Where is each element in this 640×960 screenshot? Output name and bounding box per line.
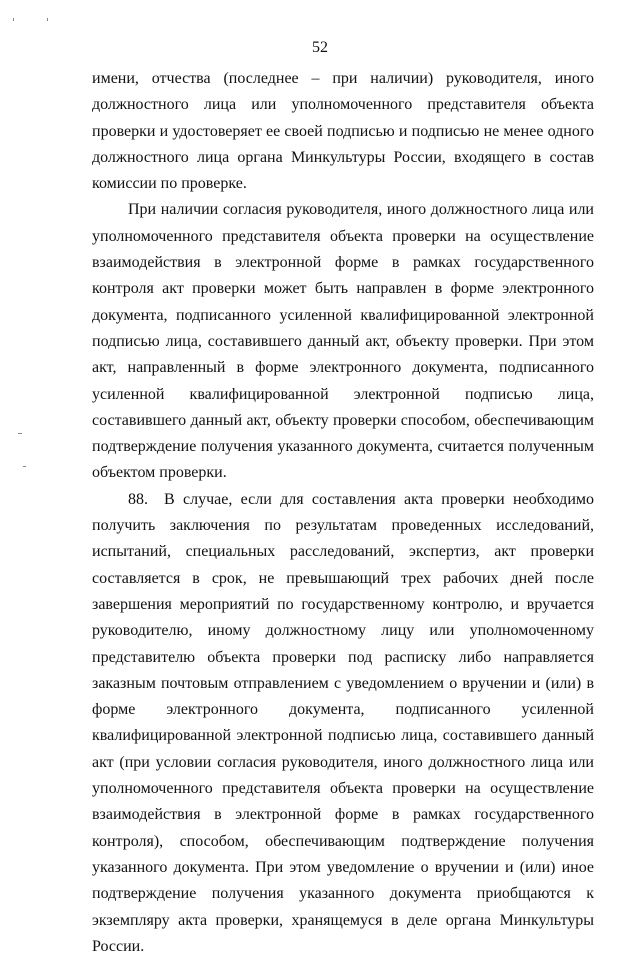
paragraph-item-88	[92, 487, 594, 960]
paragraph-text: имени, отчества (последнее – при наличии) руководителя, иного должностного лица или уполномоченного представителя объекта проверки и удостоверяет ее своей подписью и подписью не менее одного должностного лица органа Минкультуры России, входящего в состав комиссии по проверке.	[92, 70, 594, 193]
scan-artifact	[23, 466, 26, 467]
page-number: 52	[312, 39, 328, 56]
scan-artifact	[47, 18, 48, 21]
paragraph-electronic-consent	[92, 197, 594, 486]
paragraph-text: При наличии согласия руководителя, иного должностного лица или уполномоченного представителя объекта проверки на осуществление взаимодействия в электронной форме в рамках государственного контроля акт проверки может быть направлен в форме электронного документа, подписанного усиленной квалифицированной электронной подписью лица, составившего данный акт, объекту проверки. При этом акт, направленный в форме электронного документа, подписанного усиленной квалифицированной электронной подписью лица, составившего данный акт, объекту проверки способом, обеспечивающим подтверждение получения указанного документа, считается полученным объектом проверки.	[92, 201, 594, 482]
scan-artifact	[18, 433, 22, 434]
paragraph-continuation	[92, 66, 594, 197]
paragraph-number: 88.	[128, 490, 148, 508]
paragraph-text: В случае, если для составления акта проверки необходимо получить заключения по результатам проведенных исследований, испытаний, специальных расследований, экспертиз, акт проверки составляется в срок, не превышающий трех рабочих дней после завершения мероприятий по государственному контролю, и вручается руководителю, иному должностному лицу или уполномоченному представителю объекта проверки под расписку либо направляется заказным почтовым отправлением с уведомлением о вручении и (или) в форме электронного документа, подписанного усиленной квалифицированной электронной подписью лица, составившего данный акт (при условии согласия руководителя, иного должностного лица или уполномоченного представителя объекта проверки на осуществление взаимодействия в электронной форме в рамках государственного контроля), способом, обеспечивающим подтверждение получения указанного документа. При этом уведомление о вручении и (или) иное подтверждение получения указанного документа приобщаются к экземпляру акта проверки, хранящемуся в деле органа Минкультуры России.	[92, 490, 594, 955]
document-body	[92, 66, 594, 960]
scan-artifact	[13, 18, 14, 21]
